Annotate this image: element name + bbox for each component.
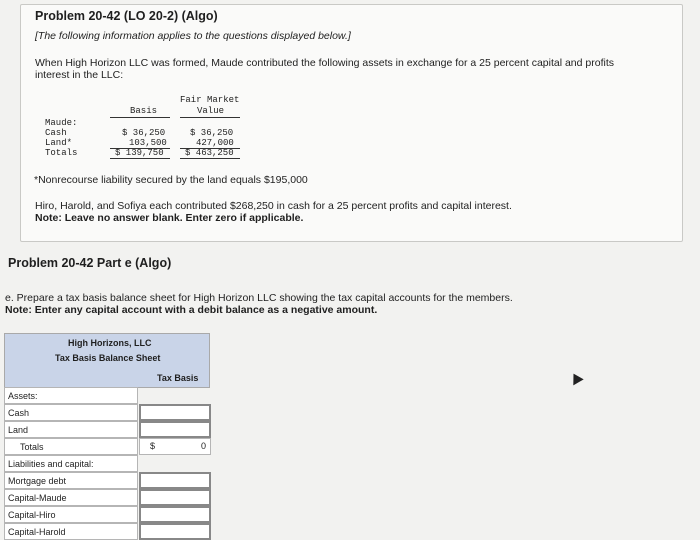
problem-intro: When High Horizon LLC was formed, Maude contributed the following assets in exchange for a 25 percent capital and profits interest in the LLC: — [35, 57, 614, 81]
tax-basis-column-header: Tax Basis — [157, 373, 199, 383]
basis-header-rule — [110, 117, 170, 118]
sheet-name: Tax Basis Balance Sheet — [55, 353, 161, 363]
capital-harold-input[interactable] — [139, 523, 211, 540]
land-label-row: Land — [4, 421, 138, 438]
land-row-label: Land* — [45, 138, 73, 148]
basis-double-rule — [110, 158, 170, 159]
totals-label-row: Totals — [4, 438, 138, 455]
capital-hiro-label-row: Capital-Hiro — [4, 506, 138, 523]
capital-hiro-input[interactable] — [139, 506, 211, 523]
instruction-text: e. Prepare a tax basis balance sheet for High Horizon LLC showing the tax capital accounts for the members. — [5, 292, 513, 304]
totals-currency: $ — [150, 441, 156, 451]
land-row-basis: 103,500 — [129, 138, 167, 148]
totals-value: 0 — [200, 441, 206, 451]
basis-header: Basis — [130, 106, 158, 116]
totals-row-label: Totals — [45, 148, 78, 158]
company-name: High Horizons, LLC — [68, 338, 152, 348]
para2-note: Note: Leave no answer blank. Enter zero if applicable. — [35, 212, 304, 224]
mortgage-input[interactable] — [139, 472, 211, 489]
capital-maude-label-row: Capital-Maude — [4, 489, 138, 506]
fmv-header-2: Value — [197, 106, 225, 116]
footnote: *Nonrecourse liability secured by the land equals $195,000 — [34, 174, 308, 186]
assets-label-row: Assets: — [4, 387, 138, 404]
owner-label: Maude: — [45, 118, 78, 128]
mouse-cursor-icon — [568, 371, 583, 386]
totals-row-fmv: $ 463,250 — [185, 148, 234, 158]
fmv-header-1: Fair Market — [180, 95, 240, 105]
capital-maude-input[interactable] — [139, 489, 211, 506]
instruction-note: Note: Enter any capital account with a debit balance as a negative amount. — [5, 304, 378, 316]
para2-text: Hiro, Harold, and Sofiya each contributed $268,250 in cash for a 25 percent profits and capital interest. — [35, 200, 512, 212]
cash-label-row: Cash — [4, 404, 138, 421]
totals-cell — [139, 438, 211, 455]
part-title: Problem 20-42 Part e (Algo) — [8, 256, 172, 270]
cash-row-basis: $ 36,250 — [122, 128, 166, 138]
land-row-fmv: 427,000 — [196, 138, 234, 148]
fmv-header-rule — [180, 117, 240, 118]
cash-row-fmv: $ 36,250 — [190, 128, 234, 138]
cash-input[interactable] — [139, 404, 211, 421]
cash-row-label: Cash — [45, 128, 67, 138]
capital-harold-label-row: Capital-Harold — [4, 523, 138, 540]
fmv-double-rule — [180, 158, 240, 159]
para2 — [35, 200, 645, 224]
totals-row-basis: $ 139,750 — [115, 148, 164, 158]
land-input[interactable] — [139, 421, 211, 438]
part-instruction — [5, 292, 625, 316]
problem-note: [The following information applies to the questions displayed below.] — [35, 30, 351, 42]
mortgage-label-row: Mortgage debt — [4, 472, 138, 489]
problem-title: Problem 20-42 (LO 20-2) (Algo) — [35, 9, 218, 23]
liabilities-label-row: Liabilities and capital: — [4, 455, 138, 472]
